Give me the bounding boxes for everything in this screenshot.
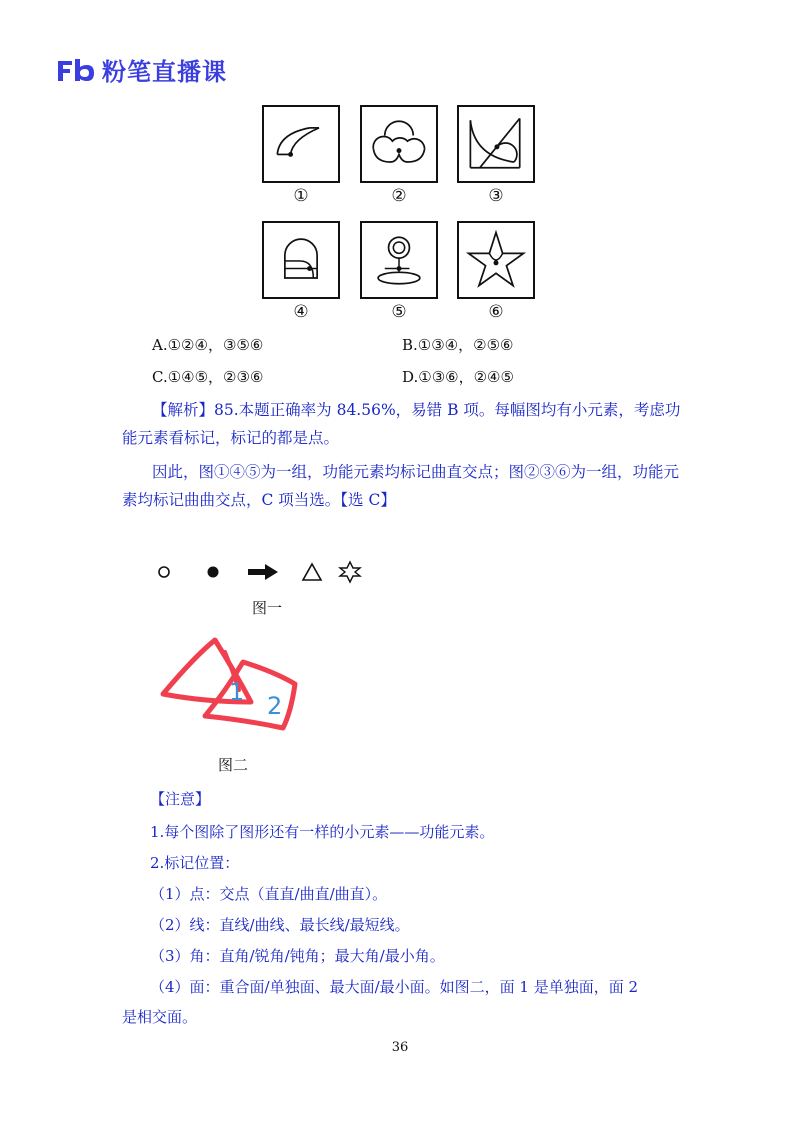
analysis-paragraph-1: 【解析】85.本题正确率为 84.56%，易错 B 项。每幅图均有小元素，考虑功能元素看标记，标记的都是点。 — [122, 401, 681, 447]
note-3: （1）点：交点（直直/曲直/曲直）。 — [150, 885, 388, 903]
figure1-symbols — [150, 560, 370, 584]
face-label-1: 1 — [229, 678, 245, 706]
figure2-drawing — [155, 632, 315, 732]
notes-heading: 【注意】 — [150, 790, 211, 808]
note-4: （2）线：直线/曲线、最长线/最短线。 — [150, 916, 410, 934]
note-5: （3）角：直角/锐角/钝角；最大角/最小角。 — [150, 947, 445, 965]
figure1-caption: 图一 — [252, 599, 283, 617]
option-a: A.①②④，③⑤⑥ — [152, 336, 264, 354]
brand-logo — [56, 52, 227, 87]
figure-label-2: ② — [391, 186, 407, 206]
arrow-right-icon — [248, 564, 278, 580]
note-2: 2.标记位置： — [150, 854, 240, 872]
figure-3 — [457, 105, 535, 183]
note-6-line-1: （4）面：重合面/单独面、最大面/最小面。如图二，面 1 是单独面，面 2 — [150, 978, 639, 996]
logo-text: 粉笔直播课 — [102, 58, 227, 86]
note-1: 1.每个图除了图形还有一样的小元素——功能元素。 — [150, 823, 495, 841]
hexagram-icon — [340, 562, 360, 582]
figure2-caption: 图二 — [218, 756, 249, 774]
figure-label-5: ⑤ — [391, 302, 407, 322]
figure-label-1: ① — [293, 186, 309, 206]
filled-circle-icon — [208, 567, 219, 578]
note-6-line-2: 是相交面。 — [122, 1008, 198, 1026]
figure-label-4: ④ — [293, 302, 309, 322]
option-b: B.①③④，②⑤⑥ — [402, 336, 514, 354]
analysis-paragraph-2: 因此，图①④⑤为一组，功能元素均标记曲直交点；图②③⑥为一组，功能元素均标记曲曲交点，C 项当选。【选 C】 — [122, 463, 680, 509]
figure-4 — [262, 221, 340, 299]
fb-logo-icon — [56, 57, 96, 83]
hollow-circle-icon — [159, 567, 169, 577]
figure-1 — [262, 105, 340, 183]
figure-6 — [457, 221, 535, 299]
figure-5 — [360, 221, 438, 299]
figure-label-3: ③ — [488, 186, 504, 206]
page-number: 36 — [391, 1040, 409, 1055]
option-d: D.①③⑥，②④⑤ — [402, 368, 514, 386]
triangle-icon — [303, 564, 321, 580]
figure-2 — [360, 105, 438, 183]
option-c: C.①④⑤，②③⑥ — [152, 368, 264, 386]
figure-label-6: ⑥ — [488, 302, 504, 322]
face-label-2: 2 — [267, 692, 283, 720]
